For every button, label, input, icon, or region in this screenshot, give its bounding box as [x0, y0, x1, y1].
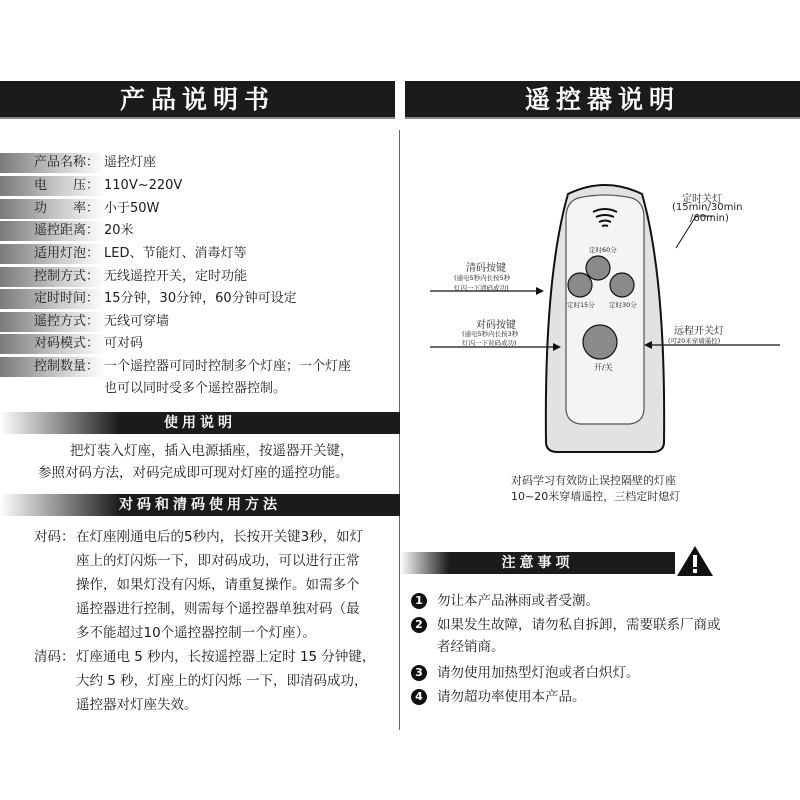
- spec-value: LED、节能灯、消毒灯等: [104, 246, 247, 261]
- pairing-title-text: 对码和清码使用方法: [119, 497, 281, 513]
- pair-line: 在灯座刚通电后的5秒内，长按开关键3秒，如灯: [76, 529, 364, 545]
- clear-line: 遥控器对灯座失效。: [76, 697, 198, 713]
- remote-manual-header: [405, 81, 800, 119]
- spec-value: 15分钟，30分钟，60分钟可设定: [104, 291, 297, 306]
- pair-key-note: 灯闪一下对码成功): [462, 339, 517, 347]
- usage-section-title: [0, 412, 400, 434]
- product-manual-title: 产品说明书: [119, 85, 275, 114]
- far-switch-title: 远程开关灯: [674, 326, 724, 337]
- spec-row-control: [0, 266, 400, 288]
- spec-row-voltage: [0, 175, 400, 197]
- pair-label: 对码：: [34, 529, 75, 545]
- note-text: 请勿使用加热型灯泡或者白炽灯。: [437, 665, 640, 681]
- spec-row-remote-mode: [0, 311, 400, 333]
- spec-label: 控制方式：: [34, 269, 100, 284]
- note-text-continued: 者经销商。: [437, 639, 505, 655]
- spec-value: 小于50W: [104, 201, 160, 216]
- timer-detail: /60min): [690, 213, 729, 224]
- note-text: 如果发生故障，请勿私自拆卸，需要联系厂商或: [437, 617, 721, 633]
- pairing-section-title: [0, 494, 400, 516]
- note-item: [415, 590, 599, 612]
- note-number: 3: [411, 665, 427, 681]
- spec-label: 控制数量：: [34, 359, 100, 374]
- usage-line-2: 参照对码方法，对码完成即可现对灯座的遥控功能。: [38, 465, 349, 481]
- clear-key-note: (通电5秒内长按5秒: [454, 274, 511, 282]
- spec-row-bulb: [0, 243, 400, 265]
- note-text: 请勿超功率使用本产品。: [437, 689, 586, 705]
- spec-value: 无线遥控开关，定时功能: [104, 269, 248, 284]
- pair-key-note: (通电5秒内长按3秒: [462, 330, 519, 338]
- clear-line: 灯座通电 5 秒内，长按遥控器上定时 15 分钟键，: [76, 649, 376, 665]
- remote-manual-title: 遥控器说明: [524, 85, 680, 114]
- notes-title-text: 注意事项: [501, 555, 574, 571]
- timer-15-label: 定时15分: [567, 301, 595, 309]
- note-text: 勿让本产品淋雨或者受潮。: [437, 593, 599, 609]
- spec-label: 产品名称：: [34, 155, 100, 170]
- spec-label: 遥控距离：: [34, 223, 100, 238]
- pair-line: 座上的灯闪烁一下，即对码成功，可以进行正常: [76, 553, 360, 569]
- spec-label: 电 压：: [34, 178, 100, 193]
- spec-label: 功 率：: [34, 201, 100, 216]
- spec-value: 20米: [104, 223, 134, 238]
- spec-row-timer: [0, 288, 400, 310]
- clear-key-title: 清码按键: [466, 263, 506, 274]
- spec-label: 遥控方式：: [34, 314, 100, 329]
- product-manual-header: [0, 81, 395, 119]
- clear-key-note: 灯闪一下清码成功): [454, 284, 509, 292]
- timer-60-label: 定时60分: [589, 246, 617, 254]
- spec-row-quantity: [0, 356, 400, 378]
- spec-label: 对码模式：: [34, 336, 100, 351]
- usage-line-1: 把灯装入灯座，插入电源插座，按遥器开关键，: [70, 443, 354, 459]
- timer-title: 定时关灯: [682, 194, 722, 205]
- pair-line: 遥控器进行控制，则需每个遥控器单独对码（最: [76, 601, 360, 617]
- spec-label: 定时时间：: [34, 291, 100, 306]
- far-switch-note: (可20米穿墙遥控): [668, 337, 721, 345]
- note-number: 1: [411, 593, 427, 609]
- spec-label: 适用灯泡：: [34, 246, 100, 261]
- power-label: 开/关: [594, 363, 613, 372]
- spec-value: 遥控灯座: [104, 155, 157, 170]
- note-item: [415, 662, 640, 684]
- pair-line: 操作，如果灯没有闪烁，请重复操作。如需多个: [76, 577, 360, 593]
- clear-label: 清码：: [34, 649, 75, 665]
- arrow-head: [536, 287, 544, 295]
- header-underline: [0, 117, 395, 119]
- note-number: 2: [411, 617, 427, 633]
- pair-line: 多不能超过10个遥控器控制一个灯座）。: [76, 625, 316, 641]
- spec-row-power: [0, 198, 400, 220]
- spec-row-quantity-cont: [0, 378, 400, 400]
- spec-row-pair-mode: [0, 333, 400, 355]
- spec-value: 110V~220V: [104, 178, 183, 193]
- timer-30-label: 定时30分: [609, 301, 637, 309]
- usage-title-text: 使用说明: [164, 415, 236, 431]
- note-number: 4: [411, 689, 427, 705]
- spec-row-range: [0, 220, 400, 242]
- note-item: [415, 686, 586, 708]
- spec-value: 无线可穿墙: [104, 314, 170, 329]
- arrow-head: [644, 341, 652, 349]
- pair-key-title: 对码按键: [476, 320, 516, 331]
- note-item: [415, 614, 721, 636]
- arrow-head: [553, 343, 561, 351]
- notes-section-title: [400, 552, 675, 574]
- clear-line: 大约 5 秒，灯座上的灯闪烁 一下，即清码成功，: [76, 673, 368, 689]
- spec-value: 可对码: [104, 336, 144, 351]
- warning-icon: [675, 544, 715, 578]
- timer-detail: (15min/30min: [672, 202, 743, 213]
- spec-value-continued: 也可以同时受多个遥控器控制。: [104, 381, 287, 396]
- spec-value: 一个遥控器可同时控制多个灯座；一个灯座: [104, 359, 352, 374]
- remote-caption-1: 对码学习有效防止误控隔壁的灯座: [511, 474, 676, 487]
- spec-row-name: [0, 152, 400, 174]
- header-underline: [405, 117, 800, 119]
- note-item-continued: [437, 636, 505, 658]
- remote-caption-2: 10~20米穿墙遥控，三档定时熄灯: [511, 490, 681, 503]
